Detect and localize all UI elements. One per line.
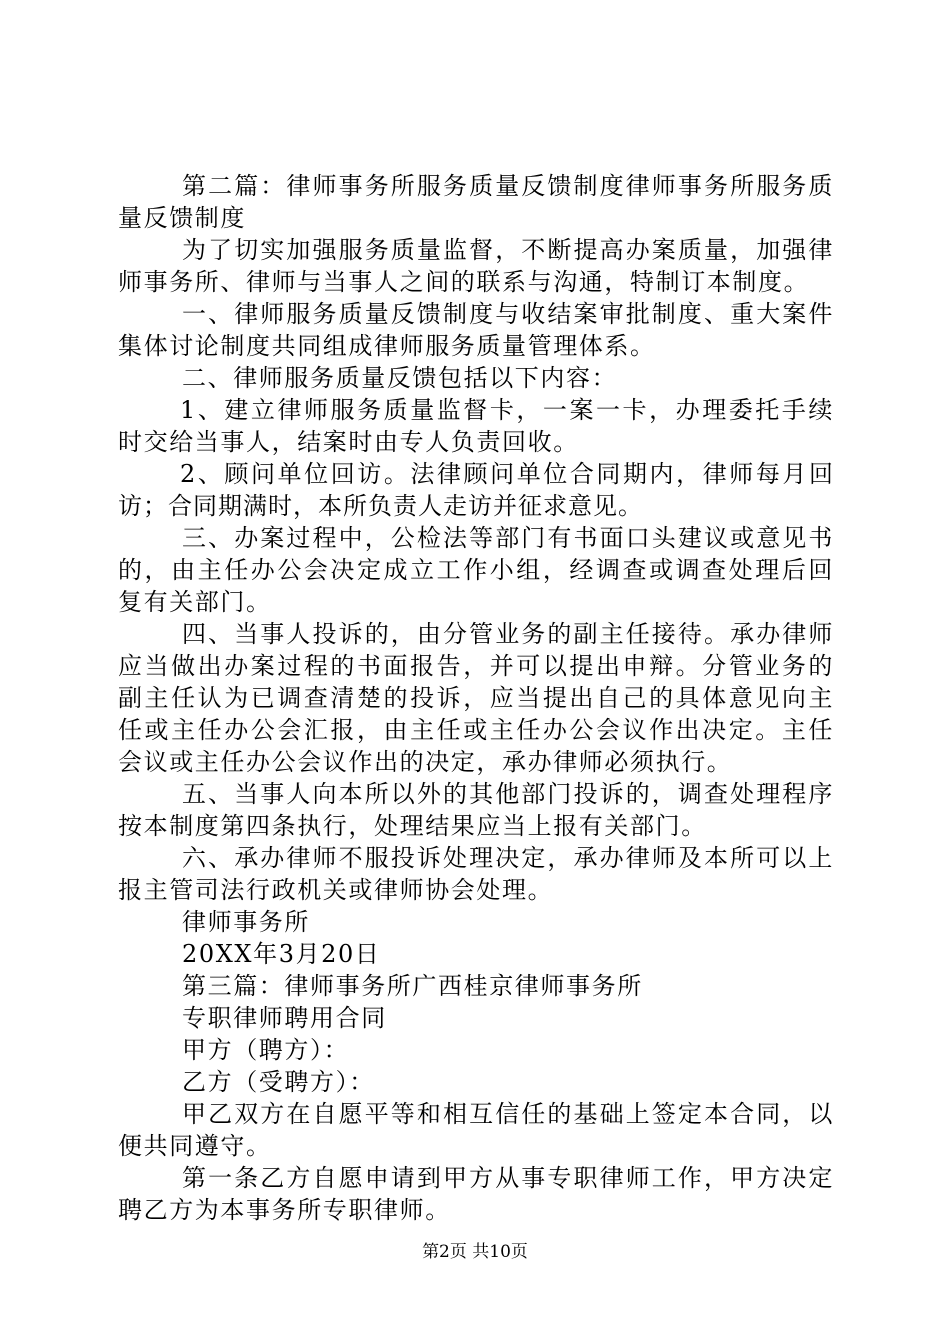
signature-date: 20XX年3月20日 [182, 940, 381, 968]
clause-two-item-1: 1、建立律师服务质量监督卡，一案一卡，办理委托手续时交给当事人，结案时由专人负责回收。 [118, 396, 834, 456]
paragraph-purpose: 为了切实加强服务质量监督，不断提高办案质量，加强律师事务所、律师与当事人之间的联系与沟通，特制订本制度。 [118, 236, 834, 296]
clause-one: 一、律师服务质量反馈制度与收结案审批制度、重大案件集体讨论制度共同组成律师服务质量管理体系。 [118, 300, 834, 360]
contract-title: 专职律师聘用合同 [182, 1004, 387, 1032]
chapter-title: 第二篇：律师事务所服务质量反馈制度律师事务所服务质量反馈制度 [118, 172, 834, 232]
clause-six: 六、承办律师不服投诉处理决定，承办律师及本所可以上报主管司法行政机关或律师协会处理。 [118, 844, 834, 904]
clause-three: 三、办案过程中，公检法等部门有书面口头建议或意见书的，由主任办公会决定成立工作小组，经调查或调查处理后回复有关部门。 [118, 524, 834, 616]
page-footer: 第2页 共10页 [422, 1242, 528, 1262]
document-body [118, 170, 834, 1226]
clause-two-item-2: 2、顾问单位回访。法律顾问单位合同期内，律师每月回访；合同期满时，本所负责人走访并征求意见。 [118, 460, 834, 520]
signature-firm: 律师事务所 [182, 908, 310, 936]
clause-two: 二、律师服务质量反馈包括以下内容： [182, 364, 618, 392]
article-one: 第一条乙方自愿申请到甲方从事专职律师工作，甲方决定聘乙方为本事务所专职律师。 [118, 1164, 834, 1224]
chapter-three-title: 第三篇：律师事务所广西桂京律师事务所 [182, 972, 643, 1000]
party-b: 乙方（受聘方）： [182, 1068, 375, 1096]
party-a: 甲方（聘方）： [182, 1036, 350, 1064]
clause-five: 五、当事人向本所以外的其他部门投诉的，调查处理程序按本制度第四条执行，处理结果应当上报有关部门。 [118, 780, 834, 840]
clause-four: 四、当事人投诉的，由分管业务的副主任接待。承办律师应当做出办案过程的书面报告，并可以提出申辩。分管业务的副主任认为已调查清楚的投诉，应当提出自己的具体意见向主任或主任办公会汇报，由主任或主任办公会议作出决定。主任会议或主任办公会议作出的决定，承办律师必须执行。 [118, 620, 834, 776]
contract-preamble: 甲乙双方在自愿平等和相互信任的基础上签定本合同，以便共同遵守。 [118, 1100, 834, 1160]
